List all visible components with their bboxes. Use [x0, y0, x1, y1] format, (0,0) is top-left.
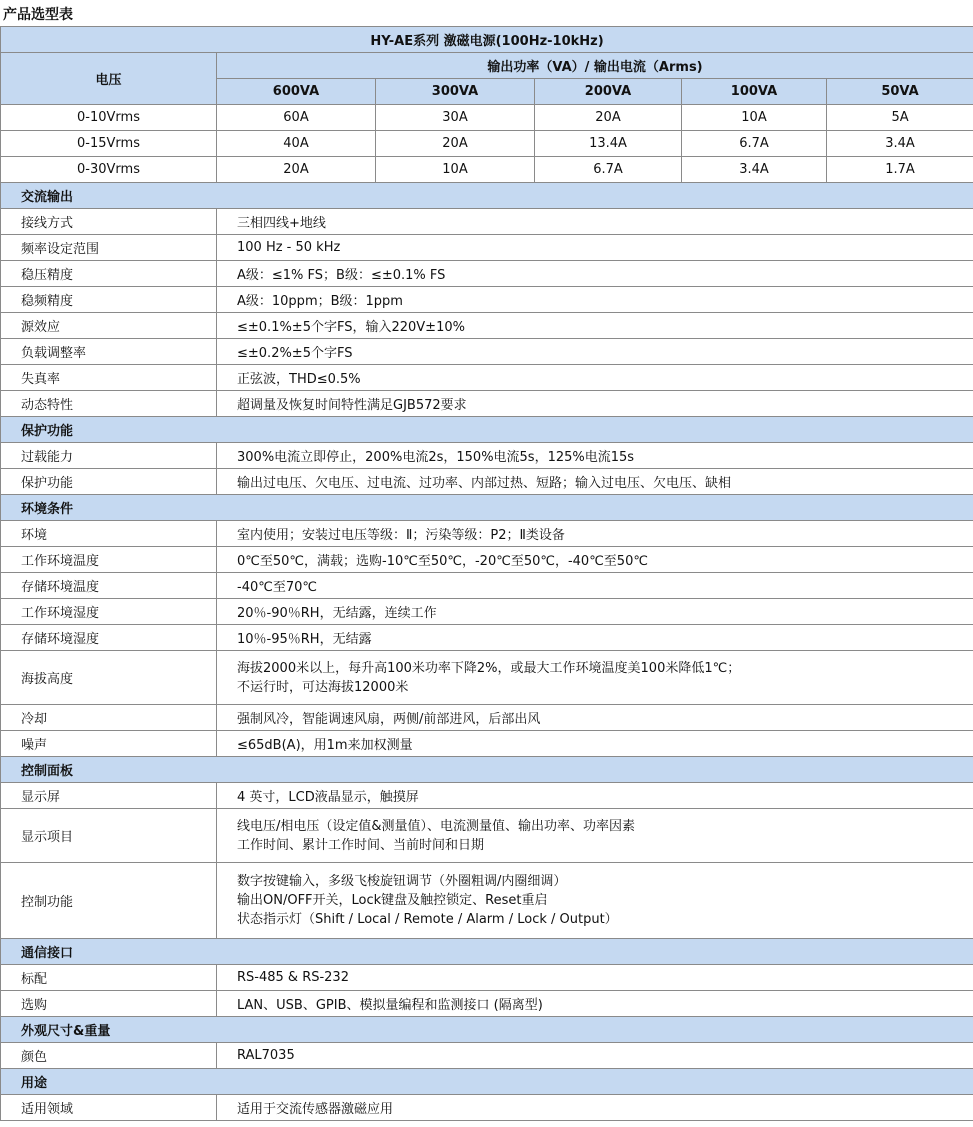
spec-value-line: -40℃至70℃: [237, 580, 317, 595]
spec-label: 颜色: [1, 1043, 217, 1069]
current-cell: 10A: [376, 157, 535, 183]
spec-label: 海拔高度: [1, 651, 217, 705]
section-title: 外观尺寸&重量: [1, 1017, 973, 1043]
spec-value-line: 海拔2000米以上，每升高100米功率下降2%，或最大工作环境温度美100米降低1℃；: [237, 660, 741, 676]
spec-row: [1, 1043, 973, 1069]
spec-row: [1, 599, 973, 625]
page-title: 产品选型表: [3, 7, 73, 23]
spec-label: 稳压精度: [1, 261, 217, 287]
current-cell: 60A: [217, 105, 376, 131]
section-title: 通信接口: [1, 939, 973, 965]
voltage-header: 电压: [1, 53, 217, 105]
spec-value-line: A级：10ppm；B级：1ppm: [237, 294, 403, 309]
spec-value-line: 三相四线+地线: [237, 216, 326, 231]
section-title: 环境条件: [1, 495, 973, 521]
spec-value: [217, 573, 973, 599]
power-column: 100VA: [682, 79, 827, 105]
spec-value-line: 10％-95％RH，无结露: [237, 632, 372, 647]
spec-value: [217, 313, 973, 339]
spec-value-line: 线电压/相电压（设定值&测量值）、电流测量值、输出功率、功率因素: [237, 818, 636, 834]
spec-label: 稳频精度: [1, 287, 217, 313]
section-title: 交流输出: [1, 183, 973, 209]
spec-value-line: 适用于交流传感器激磁应用: [237, 1102, 394, 1117]
power-column: 300VA: [376, 79, 535, 105]
spec-value-line: 100 Hz - 50 kHz: [237, 240, 341, 255]
spec-row: [1, 651, 973, 705]
product-selection-table: [0, 26, 973, 1121]
current-cell: 3.4A: [827, 131, 973, 157]
voltage-cell: 0-30Vrms: [1, 157, 217, 183]
spec-value-line: LAN、USB、GPIB、模拟量编程和监测接口 (隔离型): [237, 998, 543, 1013]
section-header-row: [1, 183, 973, 209]
spec-label: 频率设定范围: [1, 235, 217, 261]
spec-value: [217, 1043, 973, 1069]
current-cell: 30A: [376, 105, 535, 131]
current-cell: 6.7A: [535, 157, 682, 183]
spec-row: [1, 391, 973, 417]
spec-row: [1, 625, 973, 651]
spec-value: [217, 1095, 973, 1121]
spec-label: 选购: [1, 991, 217, 1017]
spec-row: [1, 547, 973, 573]
spec-value: [217, 651, 973, 705]
section-header-row: [1, 939, 973, 965]
spec-value-line: 工作时间、累计工作时间、当前时间和日期: [237, 837, 485, 853]
spec-value-line: ≤65dB(A)，用1m来加权测量: [237, 738, 413, 753]
current-cell: 1.7A: [827, 157, 973, 183]
spec-value-line: A级：≤1% FS；B级：≤±0.1% FS: [237, 268, 446, 283]
spec-label: 源效应: [1, 313, 217, 339]
spec-label: 标配: [1, 965, 217, 991]
spec-label: 动态特性: [1, 391, 217, 417]
table-title-row: [1, 27, 973, 53]
voltage-cell: 0-10Vrms: [1, 105, 217, 131]
table-title: HY-AE系列 激磁电源(100Hz-10kHz): [1, 27, 973, 53]
spec-value: [217, 965, 973, 991]
spec-value-line: 状态指示灯（Shift / Local / Remote / Alarm / Lock / Output）: [237, 912, 618, 927]
spec-value: [217, 809, 973, 863]
spec-row: [1, 261, 973, 287]
spec-value: [217, 235, 973, 261]
section-header-row: [1, 1069, 973, 1095]
spec-label: 保护功能: [1, 469, 217, 495]
voltage-row: [1, 157, 973, 183]
spec-row: [1, 1095, 973, 1121]
section-header-row: [1, 417, 973, 443]
current-cell: 20A: [217, 157, 376, 183]
spec-value-line: 强制风冷，智能调速风扇，两侧/前部进风，后部出风: [237, 712, 541, 727]
spec-row: [1, 287, 973, 313]
spec-row: [1, 809, 973, 863]
section-header-row: [1, 757, 973, 783]
power-column: 50VA: [827, 79, 973, 105]
spec-value: [217, 521, 973, 547]
spec-value-line: RS-485 & RS-232: [237, 970, 349, 985]
spec-row: [1, 573, 973, 599]
spec-row: [1, 731, 973, 757]
current-cell: 20A: [535, 105, 682, 131]
spec-value-line: 输出ON/OFF开关，Lock键盘及触控锁定、Reset重启: [237, 893, 548, 908]
power-column: 600VA: [217, 79, 376, 105]
spec-label: 显示屏: [1, 783, 217, 809]
spec-value-line: ≤±0.1%±5个字FS，输入220V±10%: [237, 320, 465, 335]
section-title: 保护功能: [1, 417, 973, 443]
section-title: 控制面板: [1, 757, 973, 783]
spec-value: [217, 625, 973, 651]
spec-value: [217, 991, 973, 1017]
section-header-row: [1, 1017, 973, 1043]
spec-value: [217, 365, 973, 391]
spec-value: [217, 443, 973, 469]
current-cell: 6.7A: [682, 131, 827, 157]
spec-row: [1, 313, 973, 339]
spec-row: [1, 863, 973, 939]
spec-row: [1, 235, 973, 261]
current-cell: 40A: [217, 131, 376, 157]
spec-row: [1, 521, 973, 547]
current-cell: 20A: [376, 131, 535, 157]
spec-label: 存储环境湿度: [1, 625, 217, 651]
power-header: 输出功率（VA）/ 输出电流（Arms): [217, 53, 973, 79]
spec-label: 工作环境湿度: [1, 599, 217, 625]
current-cell: 5A: [827, 105, 973, 131]
spec-value: [217, 599, 973, 625]
spec-value: [217, 391, 973, 417]
spec-row: [1, 365, 973, 391]
spec-value-line: 4 英寸，LCD液晶显示，触摸屏: [237, 790, 419, 805]
spec-value-line: 室内使用；安装过电压等级：Ⅱ；污染等级：P2；Ⅱ类设备: [237, 528, 565, 543]
spec-label: 失真率: [1, 365, 217, 391]
spec-value-line: 20％-90％RH，无结露，连续工作: [237, 606, 437, 621]
spec-row: [1, 783, 973, 809]
section-title: 用途: [1, 1069, 973, 1095]
voltage-row: [1, 105, 973, 131]
spec-label: 冷却: [1, 705, 217, 731]
spec-row: [1, 705, 973, 731]
spec-value: [217, 261, 973, 287]
current-cell: 13.4A: [535, 131, 682, 157]
spec-value-line: 300%电流立即停止，200%电流2s，150%电流5s，125%电流15s: [237, 450, 635, 465]
spec-label: 噪声: [1, 731, 217, 757]
spec-row: [1, 443, 973, 469]
spec-label: 环境: [1, 521, 217, 547]
power-column: 200VA: [535, 79, 682, 105]
current-cell: 10A: [682, 105, 827, 131]
spec-label: 存储环境温度: [1, 573, 217, 599]
spec-value-line: 超调量及恢复时间特性满足GJB572要求: [237, 398, 467, 413]
spec-label: 显示项目: [1, 809, 217, 863]
spec-value-line: RAL7035: [237, 1048, 295, 1063]
spec-value: [217, 469, 973, 495]
spec-row: [1, 339, 973, 365]
spec-value-line: 输出过电压、欠电压、过电流、过功率、内部过热、短路；输入过电压、欠电压、缺相: [237, 476, 732, 491]
section-header-row: [1, 495, 973, 521]
spec-value-line: 不运行时，可达海拔12000米: [237, 679, 409, 695]
spec-value: [217, 339, 973, 365]
spec-value: [217, 547, 973, 573]
spec-row: [1, 991, 973, 1017]
spec-row: [1, 469, 973, 495]
spec-row: [1, 965, 973, 991]
spec-label: 适用领域: [1, 1095, 217, 1121]
spec-label: 工作环境温度: [1, 547, 217, 573]
spec-value: [217, 783, 973, 809]
spec-value: [217, 287, 973, 313]
spec-value-line: 正弦波，THD≤0.5%: [237, 372, 361, 387]
spec-value-line: 数字按键输入，多级飞梭旋钮调节（外圈粗调/内圈细调）: [237, 874, 567, 889]
spec-row: [1, 209, 973, 235]
spec-label: 过载能力: [1, 443, 217, 469]
current-cell: 3.4A: [682, 157, 827, 183]
spec-value-line: ≤±0.2%±5个字FS: [237, 346, 353, 361]
spec-label: 接线方式: [1, 209, 217, 235]
voltage-row: [1, 131, 973, 157]
spec-value: [217, 731, 973, 757]
spec-value: [217, 209, 973, 235]
spec-value-line: 0℃至50℃，满载；选购-10℃至50℃，-20℃至50℃，-40℃至50℃: [237, 554, 648, 569]
voltage-cell: 0-15Vrms: [1, 131, 217, 157]
spec-value: [217, 863, 973, 939]
spec-value: [217, 705, 973, 731]
power-header-row: [1, 53, 973, 79]
spec-label: 负载调整率: [1, 339, 217, 365]
spec-label: 控制功能: [1, 863, 217, 939]
